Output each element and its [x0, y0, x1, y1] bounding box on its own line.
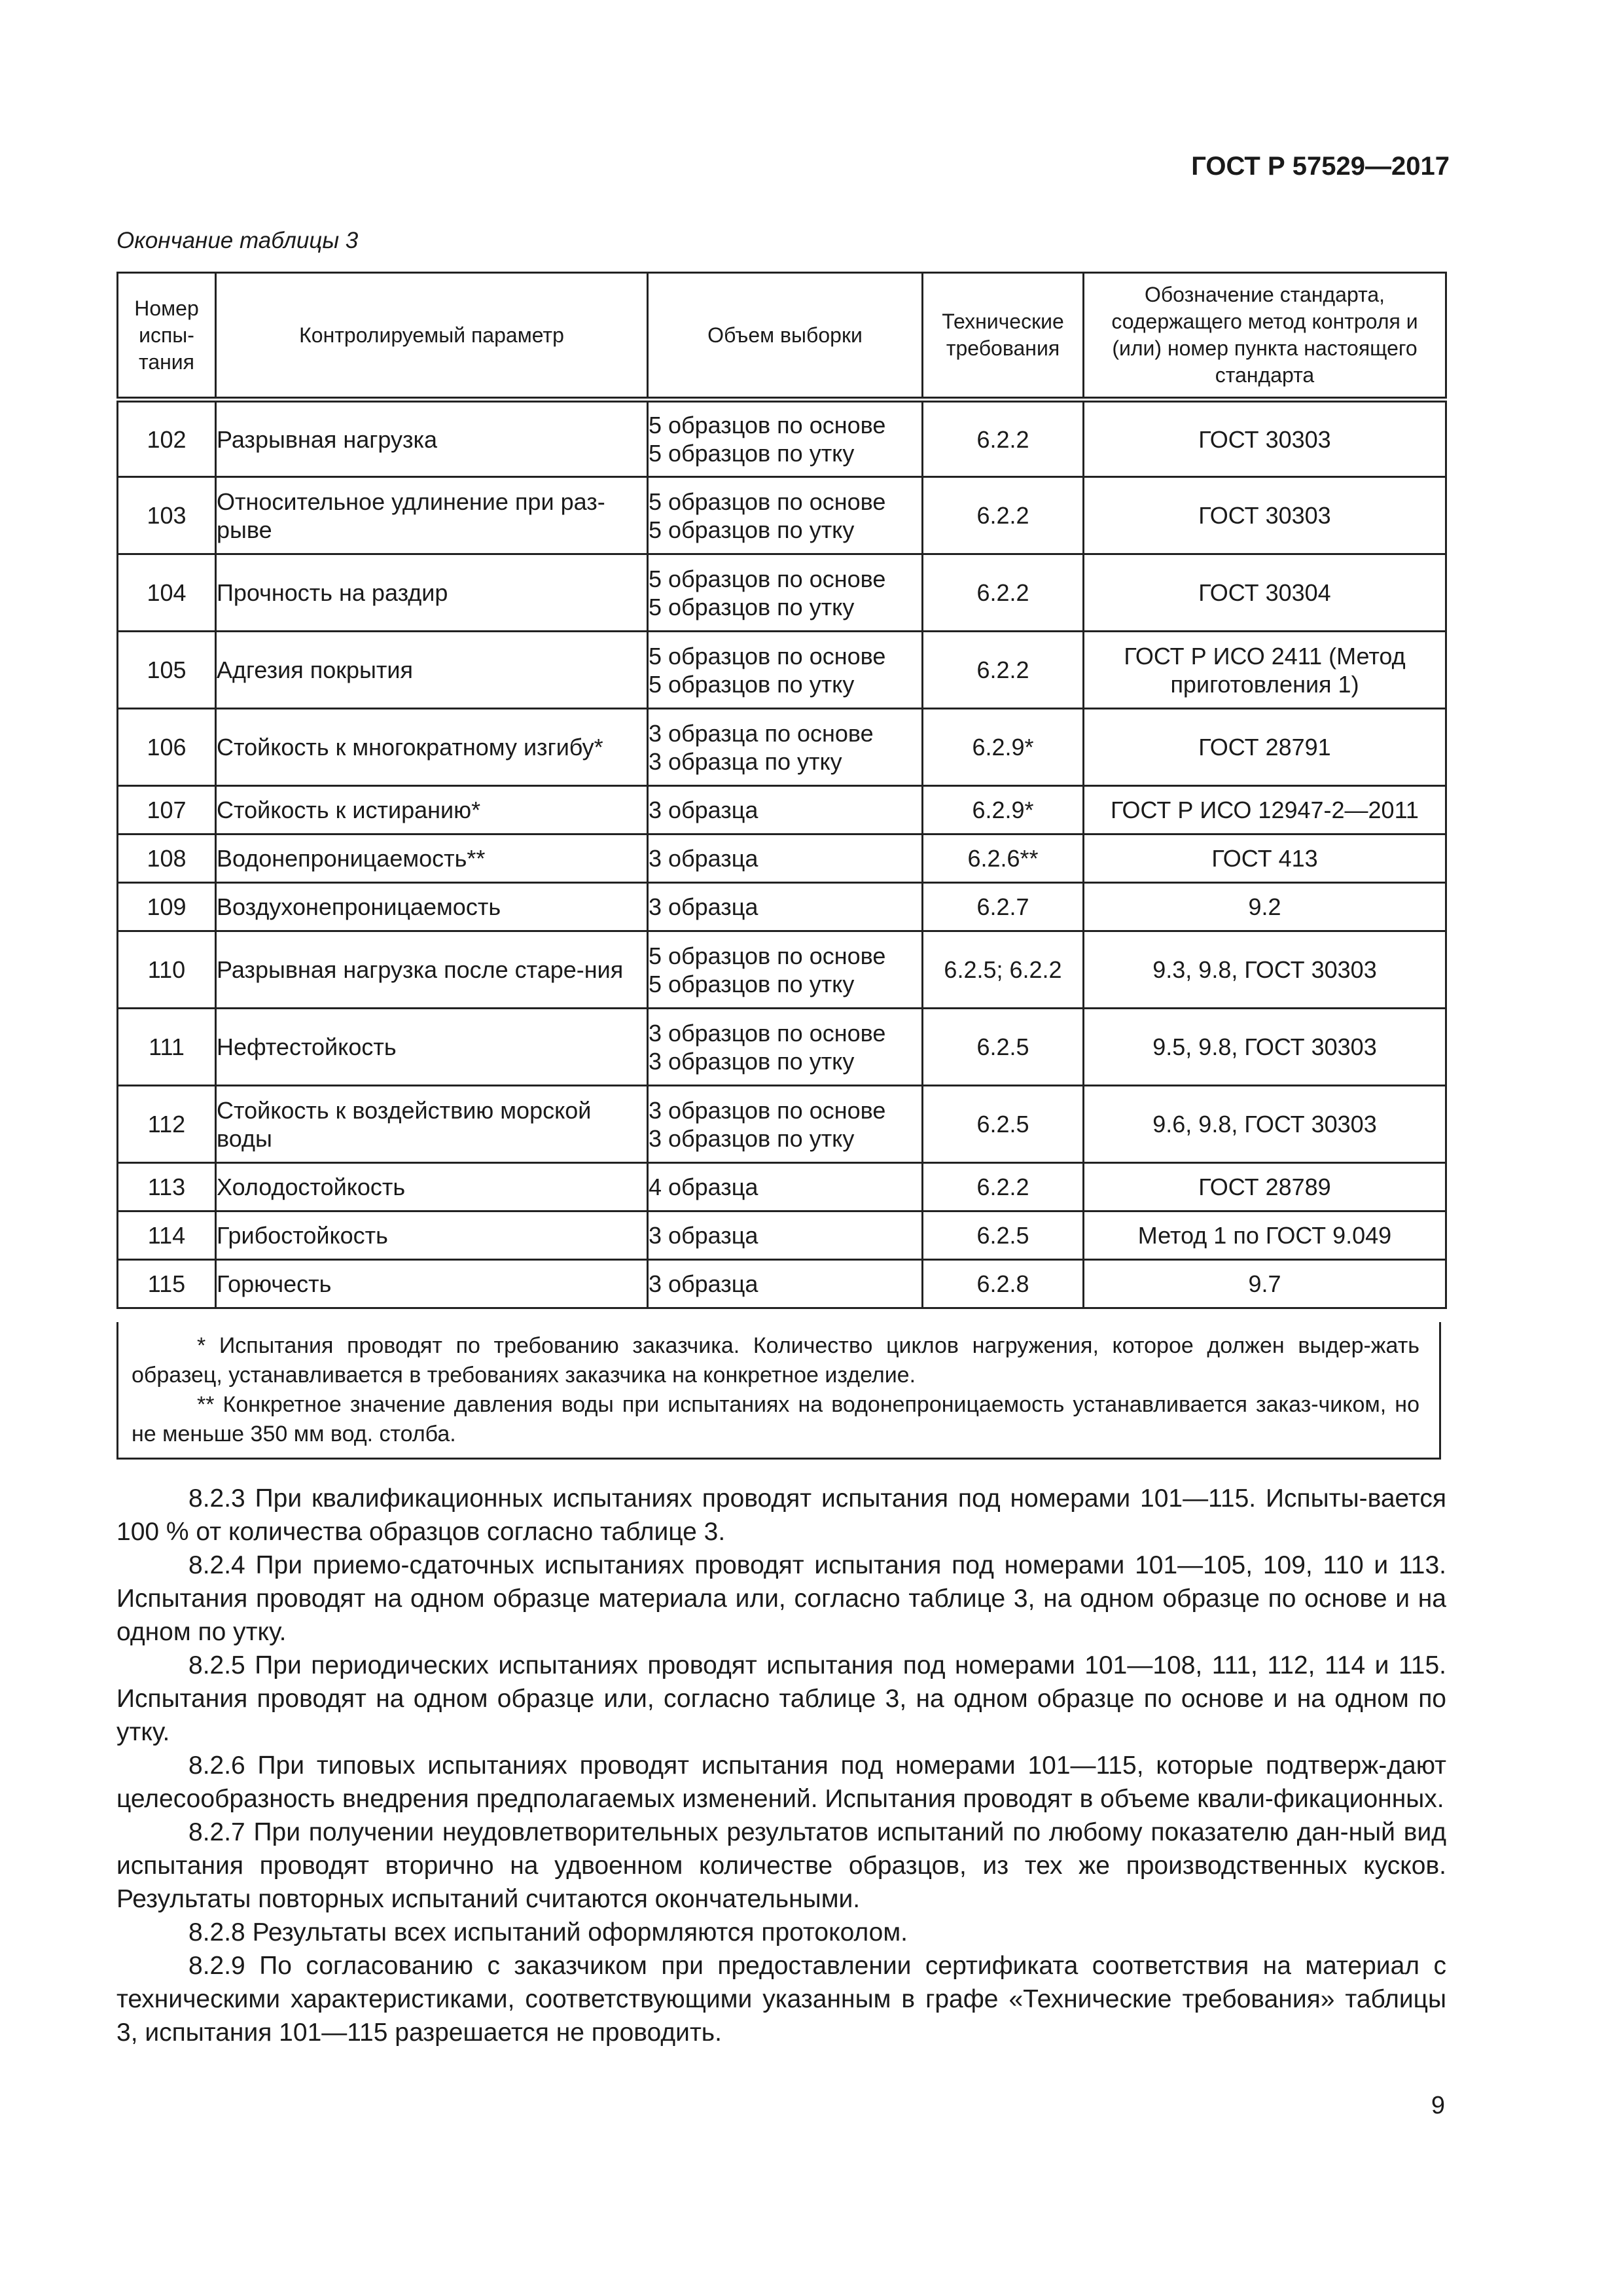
cell-method-standard: ГОСТ Р ИСО 2411 (Метод приготовления 1)	[1084, 632, 1446, 709]
sample-line: 5 образцов по утку	[649, 440, 855, 467]
page-number: 9	[1431, 2092, 1445, 2119]
cell-sample-size	[648, 400, 923, 477]
table-row	[118, 786, 1446, 834]
cell-parameter: Нефтестойкость	[216, 1009, 648, 1086]
cell-parameter: Горючесть	[216, 1260, 648, 1308]
cell-parameter: Адгезия покрытия	[216, 632, 648, 709]
cell-sample-size	[648, 477, 923, 554]
table-row	[118, 883, 1446, 931]
cell-method-standard: ГОСТ 30303	[1084, 477, 1446, 554]
cell-requirements: 6.2.5; 6.2.2	[923, 931, 1084, 1009]
cell-sample-size	[648, 1163, 923, 1211]
header-test-number: Номер испы-тания	[118, 273, 216, 400]
cell-method-standard: ГОСТ 30304	[1084, 554, 1446, 632]
table-row	[118, 1086, 1446, 1163]
sample-line: 5 образцов по утку	[649, 970, 855, 997]
cell-method-standard: ГОСТ 30303	[1084, 400, 1446, 477]
cell-sample-size	[648, 1086, 923, 1163]
sample-line: 3 образца по основе	[649, 719, 874, 747]
cell-parameter: Стойкость к многократному изгибу*	[216, 709, 648, 786]
cell-test-number: 104	[118, 554, 216, 632]
cell-parameter: Стойкость к воздействию морской воды	[216, 1086, 648, 1163]
cell-parameter: Воздухонепроницаемость	[216, 883, 648, 931]
cell-requirements: 6.2.9*	[923, 709, 1084, 786]
paragraph: 8.2.6 При типовых испытаниях проводят испытания под номерами 101—115, которые подтверж-дают целесообразность внедрения предполагаемых изменений. Испытания проводят в объеме квали-фикационных.	[116, 1751, 1446, 1813]
header-method-standard: Обозначение стандарта, содержащего метод контроля и (или) номер пункта настоящего стандарта	[1084, 273, 1446, 400]
body-text	[116, 1482, 1446, 2049]
cell-method-standard: ГОСТ 28789	[1084, 1163, 1446, 1211]
cell-requirements: 6.2.5	[923, 1009, 1084, 1086]
table-header-row	[118, 273, 1446, 400]
cell-requirements: 6.2.5	[923, 1086, 1084, 1163]
cell-test-number: 111	[118, 1009, 216, 1086]
paragraph: 8.2.9 По согласованию с заказчиком при предоставлении сертификата соответствия на материал с техническими характеристиками, соответствующими указанным в графе «Технические требования» таблицы 3, испытания 101—115 разрешается не проводить.	[116, 1952, 1446, 2047]
table-row	[118, 709, 1446, 786]
sample-line: 5 образцов по утку	[649, 670, 855, 698]
sample-line: 3 образцов по основе	[649, 1019, 886, 1047]
paragraph: 8.2.8 Результаты всех испытаний оформляются протоколом.	[188, 1918, 908, 1946]
cell-sample-size	[648, 786, 923, 834]
sample-line: 3 образца по утку	[649, 747, 842, 775]
cell-sample-size	[648, 554, 923, 632]
sample-line: 5 образцов по основе	[649, 488, 886, 515]
cell-test-number: 114	[118, 1211, 216, 1260]
header-sample-size: Объем выборки	[648, 273, 923, 400]
cell-sample-size	[648, 1260, 923, 1308]
table-row	[118, 931, 1446, 1009]
sample-line: 4 образца	[649, 1174, 758, 1200]
cell-test-number: 112	[118, 1086, 216, 1163]
cell-sample-size	[648, 632, 923, 709]
sample-line: 3 образца	[649, 1222, 758, 1249]
cell-parameter: Водонепроницаемость**	[216, 834, 648, 883]
sample-line: 3 образцов по основе	[649, 1096, 886, 1124]
test-table	[116, 272, 1447, 1309]
cell-method-standard: Метод 1 по ГОСТ 9.049	[1084, 1211, 1446, 1260]
sample-line: 5 образцов по утку	[649, 516, 855, 543]
sample-line: 3 образца	[649, 1270, 758, 1297]
sample-line: 3 образца	[649, 893, 758, 920]
table-row	[118, 1009, 1446, 1086]
cell-method-standard: 9.6, 9.8, ГОСТ 30303	[1084, 1086, 1446, 1163]
cell-sample-size	[648, 931, 923, 1009]
cell-requirements: 6.2.2	[923, 554, 1084, 632]
cell-parameter: Разрывная нагрузка	[216, 400, 648, 477]
cell-method-standard: 9.2	[1084, 883, 1446, 931]
cell-method-standard: ГОСТ Р ИСО 12947-2—2011	[1084, 786, 1446, 834]
header-parameter: Контролируемый параметр	[216, 273, 648, 400]
sample-line: 5 образцов по основе	[649, 565, 886, 592]
cell-sample-size	[648, 709, 923, 786]
paragraph: 8.2.4 При приемо-сдаточных испытаниях проводят испытания под номерами 101—105, 109, 110 и 113. Испытания проводят на одном образце материала или, согласно таблице 3, на одном образце по основе и на одном по утку.	[116, 1551, 1446, 1646]
table-row	[118, 477, 1446, 554]
cell-parameter: Стойкость к истиранию*	[216, 786, 648, 834]
paragraph: 8.2.7 При получении неудовлетворительных результатов испытаний по любому показателю дан-ный вид испытания проводят вторично на удвоенном количестве образцов, из тех же производственных кусков. Результаты повторных испытаний считаются окончательными.	[116, 1818, 1446, 1913]
sample-line: 3 образца	[649, 797, 758, 823]
table-row	[118, 1260, 1446, 1308]
cell-test-number: 109	[118, 883, 216, 931]
table-row	[118, 554, 1446, 632]
sample-line: 5 образцов по основе	[649, 412, 886, 439]
cell-parameter: Относительное удлинение при раз-рыве	[216, 477, 648, 554]
table-row	[118, 834, 1446, 883]
table-notes	[116, 1322, 1441, 1460]
cell-requirements: 6.2.2	[923, 1163, 1084, 1211]
sample-line: 5 образцов по основе	[649, 642, 886, 670]
cell-method-standard: 9.7	[1084, 1260, 1446, 1308]
table-body	[118, 400, 1446, 1308]
cell-requirements: 6.2.2	[923, 400, 1084, 477]
table-row	[118, 1211, 1446, 1260]
paragraph: 8.2.3 При квалификационных испытаниях проводят испытания под номерами 101—115. Испыты-вается 100 % от количества образцов согласно таблице 3.	[116, 1484, 1446, 1546]
sample-line: 5 образцов по основе	[649, 942, 886, 969]
cell-sample-size	[648, 1211, 923, 1260]
cell-requirements: 6.2.6**	[923, 834, 1084, 883]
table-row	[118, 1163, 1446, 1211]
paragraph: 8.2.5 При периодических испытаниях проводят испытания под номерами 101—108, 111, 112, 114 и 115. Испытания проводят на одном образце или, согласно таблице 3, на одном образце по основе и на одном по утку.	[116, 1651, 1446, 1746]
sample-line: 3 образцов по утку	[649, 1047, 855, 1075]
cell-parameter: Грибостойкость	[216, 1211, 648, 1260]
document-code: ГОСТ Р 57529—2017	[1191, 152, 1450, 181]
cell-sample-size	[648, 883, 923, 931]
cell-requirements: 6.2.2	[923, 632, 1084, 709]
cell-test-number: 107	[118, 786, 216, 834]
table-note: ** Конкретное значение давления воды при испытаниях на водонепроницаемость устанавливается заказ-чиком, но не меньше 350 мм вод. столба.	[132, 1392, 1419, 1446]
cell-test-number: 105	[118, 632, 216, 709]
cell-requirements: 6.2.2	[923, 477, 1084, 554]
cell-method-standard: ГОСТ 28791	[1084, 709, 1446, 786]
cell-test-number: 115	[118, 1260, 216, 1308]
sample-line: 3 образцов по утку	[649, 1124, 855, 1152]
cell-test-number: 108	[118, 834, 216, 883]
cell-test-number: 110	[118, 931, 216, 1009]
cell-test-number: 103	[118, 477, 216, 554]
table-row	[118, 632, 1446, 709]
cell-test-number: 113	[118, 1163, 216, 1211]
cell-parameter: Холодостойкость	[216, 1163, 648, 1211]
header-requirements: Технические требования	[923, 273, 1084, 400]
cell-method-standard: 9.3, 9.8, ГОСТ 30303	[1084, 931, 1446, 1009]
cell-requirements: 6.2.7	[923, 883, 1084, 931]
table-caption: Окончание таблицы 3	[116, 228, 359, 253]
cell-test-number: 106	[118, 709, 216, 786]
cell-requirements: 6.2.9*	[923, 786, 1084, 834]
cell-sample-size	[648, 834, 923, 883]
cell-requirements: 6.2.8	[923, 1260, 1084, 1308]
table-note: * Испытания проводят по требованию заказчика. Количество циклов нагружения, которое должен выдер-жать образец, устанавливается в требованиях заказчика на конкретное изделие.	[132, 1333, 1419, 1388]
cell-parameter: Разрывная нагрузка после старе-ния	[216, 931, 648, 1009]
cell-parameter: Прочность на раздир	[216, 554, 648, 632]
table-row	[118, 400, 1446, 477]
cell-test-number: 102	[118, 400, 216, 477]
sample-line: 5 образцов по утку	[649, 593, 855, 620]
sample-line: 3 образца	[649, 845, 758, 872]
cell-method-standard: ГОСТ 413	[1084, 834, 1446, 883]
cell-requirements: 6.2.5	[923, 1211, 1084, 1260]
cell-method-standard: 9.5, 9.8, ГОСТ 30303	[1084, 1009, 1446, 1086]
cell-sample-size	[648, 1009, 923, 1086]
